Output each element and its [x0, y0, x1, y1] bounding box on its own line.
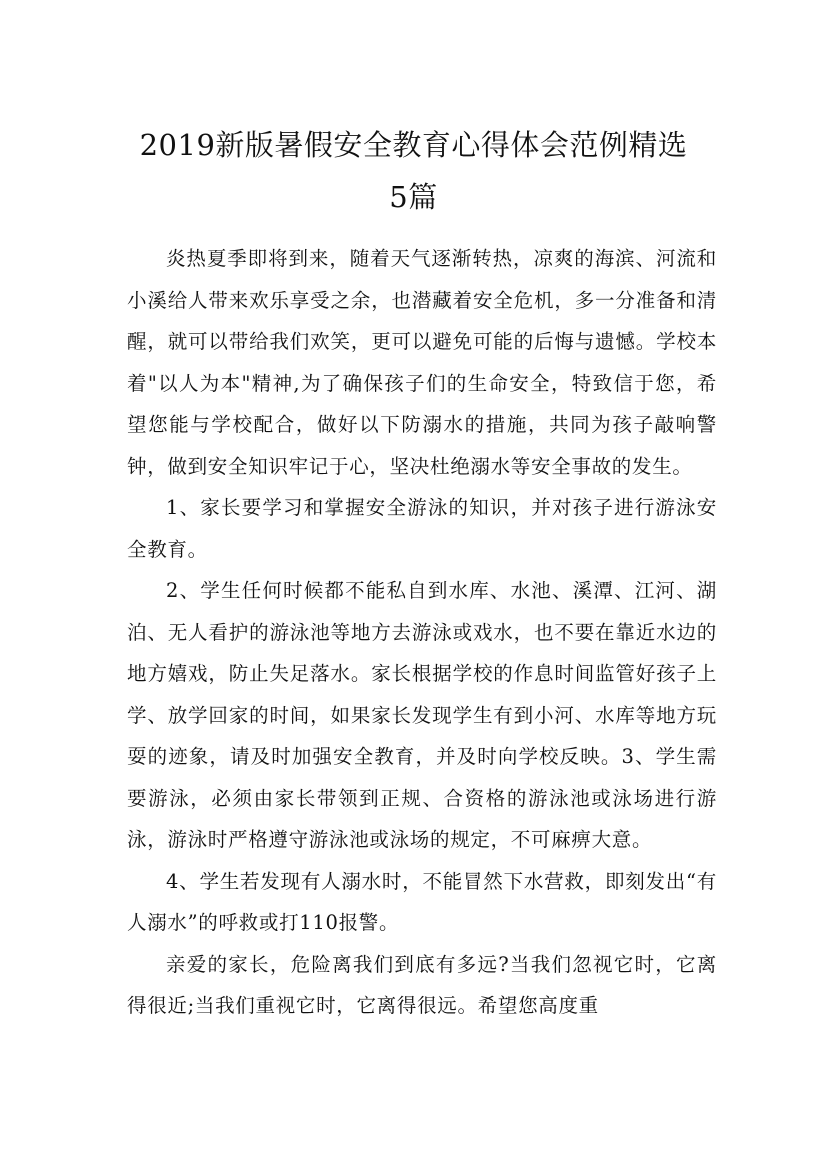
- document-title-line-2: 5篇: [389, 180, 438, 215]
- document-title: [110, 119, 717, 223]
- closing-paragraph: 亲爱的家长，危险离我们到底有多远?当我们忽视它时，它离得很近;当我们重视它时，它离得很远。希望您高度重: [127, 952, 717, 1017]
- intro-paragraph: 炎热夏季即将到来，随着天气逐渐转热，凉爽的海滨、河流和小溪给人带来欢乐享受之余，也潜藏着安全危机，多一分准备和清醒，就可以带给我们欢笑，更可以避免可能的后悔与遗憾。学校本着"以人为本"精神,为了确保孩子们的生命安全，特致信于您，希望您能与学校配合，做好以下防溺水的措施，共同为孩子敲响警钟，做到安全知识牢记于心，坚决杜绝溺水等安全事故的发生。: [127, 247, 717, 478]
- safety-item-1-paragraph: 1、家长要学习和掌握安全游泳的知识，并对孩子进行游泳安全教育。: [127, 496, 717, 561]
- safety-item-4-paragraph: 4、学生若发现有人溺水时，不能冒然下水营救，即刻发出“有人溺水”的呼救或打110报警。: [127, 869, 717, 934]
- document-title-line-1: 2019新版暑假安全教育心得体会范例精选: [139, 128, 688, 163]
- document-body: [127, 238, 717, 1027]
- safety-item-2-3-paragraph: 2、学生任何时候都不能私自到水库、水池、溪潭、江河、湖泊、无人看护的游泳池等地方去游泳或戏水，也不要在靠近水边的地方嬉戏，防止失足落水。家长根据学校的作息时间监管好孩子上学、放学回家的时间，如果家长发现学生有到小河、水库等地方玩耍的迹象，请及时加强安全教育，并及时向学校反映。3、学生需要游泳，必须由家长带领到正规、合资格的游泳池或泳场进行游泳，游泳时严格遵守游泳池或泳场的规定，不可麻痹大意。: [127, 579, 717, 851]
